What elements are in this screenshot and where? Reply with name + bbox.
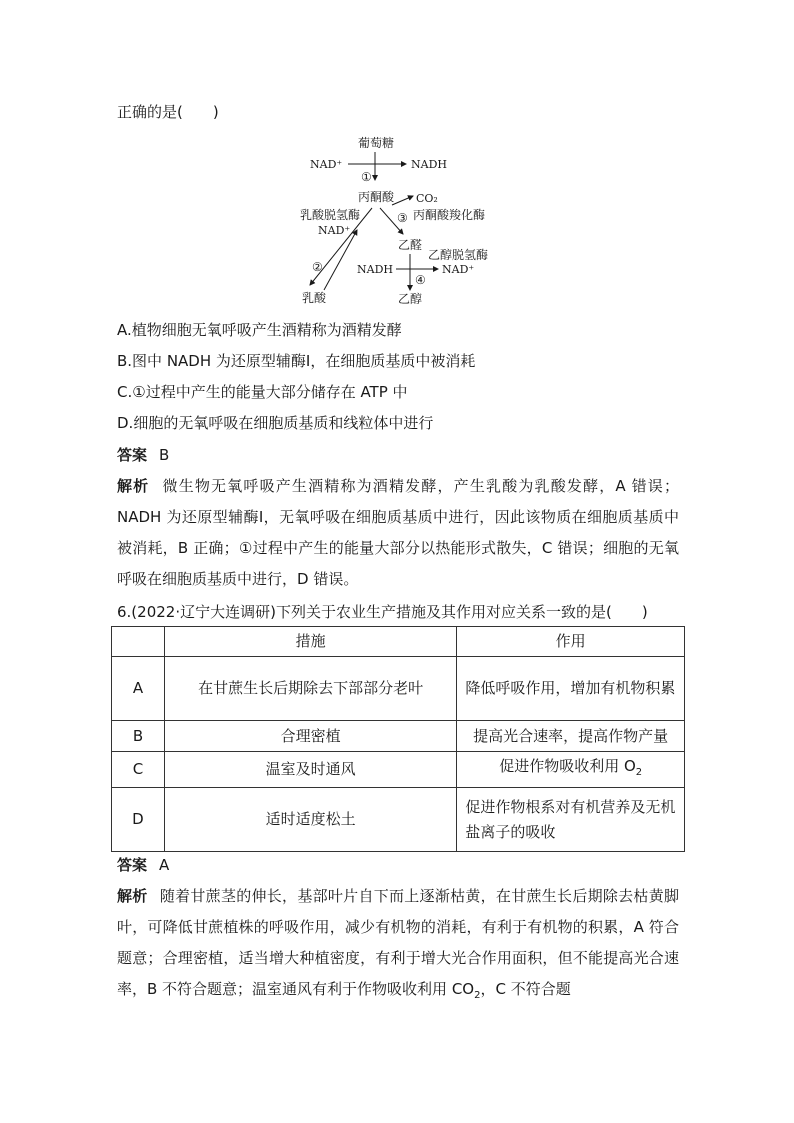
- measures-table: [111, 626, 685, 852]
- table-row: [112, 788, 685, 852]
- nadh-right-label: NADH: [411, 158, 447, 171]
- table-header-row: [112, 627, 685, 657]
- analysis-text: 随着甘蔗茎的伸长，基部叶片自下而上逐渐枯黄，在甘蔗生长后期除去枯黄脚叶，可降低甘蔗植株的呼吸作用，减少有机物的消耗，有利于有机物的积累，A 符合题意；合理密植，适当增大种植密度，有利于增大光合作用面积，但不能提高光合速率，B 不符合题意；温室通风有利于作物吸收利用 CO: [117, 887, 679, 998]
- acetaldehyde-label: 乙醛: [398, 238, 423, 252]
- row-effect-cell: [457, 752, 685, 788]
- analysis-paragraph-6: [117, 881, 679, 1011]
- analysis-tail: ，C 不符合题: [480, 980, 571, 998]
- alcohol-dehydrogenase-label: 乙醇脱氢酶: [428, 248, 489, 262]
- nadh-to-nad-branch-arrow: [324, 230, 357, 290]
- o2-subscript: 2: [635, 767, 643, 778]
- row-option: C: [112, 752, 165, 788]
- question-6-stem: 6.(2022·辽宁大连调研)下列关于农业生产措施及其作用对应关系一致的是( ): [117, 603, 648, 621]
- row-effect: 降低呼吸作用，增加有机物积累: [457, 657, 685, 721]
- step-3-marker: ③: [397, 211, 408, 225]
- co2-subscript: 2: [474, 990, 481, 1001]
- answer-line: [117, 440, 169, 470]
- analysis-text: 微生物无氧呼吸产生酒精称为酒精发酵，产生乳酸为乳酸发酵，A 错误；NADH 为还原型辅酶Ⅰ，无氧呼吸在细胞质基质中进行，因此该物质在细胞质基质中被消耗，B 正确；①过程中产生的能量大部分以热能形式散失，C 错误；细胞的无氧呼吸在细胞质基质中进行，D 错误。: [117, 477, 679, 588]
- option-c: C.①过程中产生的能量大部分储存在 ATP 中: [117, 383, 408, 401]
- pyruvate-to-co2-arrow: [392, 196, 413, 205]
- nad-mid-label: NAD⁺: [318, 224, 351, 237]
- nadh-low-label: NADH: [357, 263, 393, 276]
- answer-label: 答案: [117, 856, 148, 874]
- pyruvate-decarboxylase-label: 丙酮酸羧化酶: [413, 208, 486, 222]
- analysis-paragraph: [117, 471, 679, 595]
- row-option: D: [112, 788, 165, 852]
- answer-line-6: [117, 850, 169, 880]
- row-effect: 促进作物根系对有机营养及无机盐离子的吸收: [457, 788, 685, 852]
- option-d: D.细胞的无氧呼吸在细胞质基质和线粒体中进行: [117, 414, 434, 432]
- fermentation-pathway-diagram: [300, 130, 510, 310]
- pyruvate-label: 丙酮酸: [358, 190, 395, 204]
- row-measure: 温室及时通风: [164, 752, 456, 788]
- co2-label: CO₂: [416, 192, 438, 205]
- header-effect: 作用: [457, 627, 685, 657]
- analysis-label: 解析: [117, 887, 148, 905]
- lactate-label: 乳酸: [302, 291, 327, 305]
- option-a: A.植物细胞无氧呼吸产生酒精称为酒精发酵: [117, 321, 402, 339]
- option-b: B.图中 NADH 为还原型辅酶Ⅰ，在细胞质基质中被消耗: [117, 352, 476, 370]
- answer-label: 答案: [117, 446, 148, 464]
- step-4-marker: ④: [415, 273, 426, 287]
- table-row: [112, 657, 685, 721]
- row-option: B: [112, 721, 165, 752]
- row-measure: 合理密植: [164, 721, 456, 752]
- answer-value: A: [159, 856, 170, 874]
- table-row: [112, 721, 685, 752]
- nad-left-label: NAD⁺: [310, 158, 343, 171]
- nad-low-label: NAD⁺: [442, 263, 475, 276]
- row-measure: 适时适度松土: [164, 788, 456, 852]
- answer-value: B: [159, 446, 170, 464]
- step-1-marker: ①: [361, 170, 372, 184]
- lactate-dehydrogenase-label: 乳酸脱氢酶: [300, 208, 361, 222]
- header-measure: 措施: [164, 627, 456, 657]
- step-2-marker: ②: [312, 260, 323, 274]
- row-option: A: [112, 657, 165, 721]
- ethanol-label: 乙醇: [398, 292, 423, 306]
- row-effect: 促进作物吸收利用 O: [499, 757, 636, 775]
- analysis-label: 解析: [117, 477, 150, 495]
- question-intro: 正确的是( ): [117, 103, 219, 121]
- row-effect: 提高光合速率，提高作物产量: [457, 721, 685, 752]
- table-row: [112, 752, 685, 788]
- row-measure: 在甘蔗生长后期除去下部部分老叶: [164, 657, 456, 721]
- glucose-label: 葡萄糖: [358, 136, 395, 150]
